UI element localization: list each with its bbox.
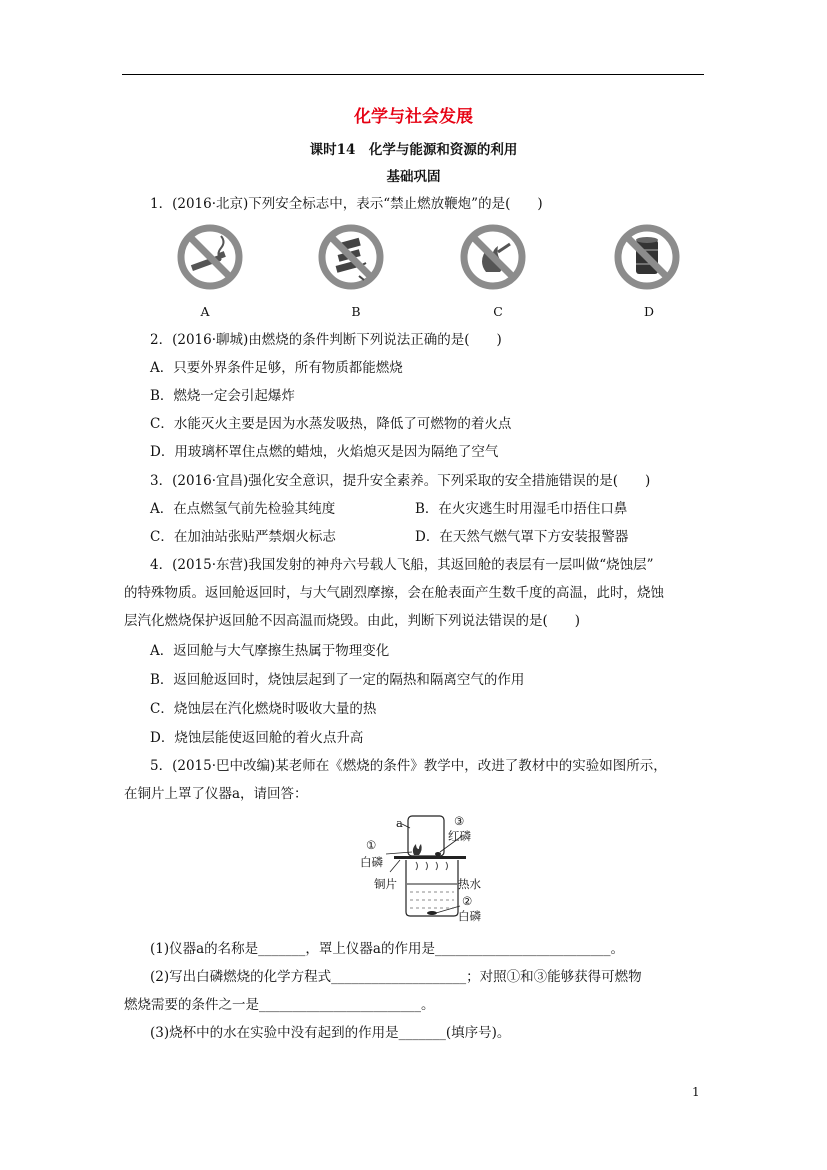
- header-rule: [122, 74, 704, 75]
- lesson-subtitle: 课时14 化学与能源和资源的利用: [309, 142, 518, 158]
- q5-stem-line-2: 在铜片上罩了仪器a，请回答：: [124, 786, 308, 802]
- q1-signs: [0, 222, 827, 322]
- q4-option-c: C．烧蚀层在汽化燃烧时吸收大量的热: [150, 701, 377, 717]
- sign-label-a: A: [200, 304, 210, 319]
- q2-option-b: B．燃烧一定会引起爆炸: [150, 388, 295, 404]
- q2-option-c: C．水能灭火主要是因为水蒸发吸热，降低了可燃物的着火点: [150, 416, 512, 432]
- q2-option-a: A．只要外界条件足够，所有物质都能燃烧: [150, 360, 403, 376]
- q4-option-a: A．返回舱与大气摩擦生热属于物理变化: [150, 643, 390, 659]
- q3-option-b: B．在火灾逃生时用湿毛巾捂住口鼻: [415, 501, 628, 517]
- figure-label-circle-3: ③: [454, 814, 465, 828]
- page-title: 化学与社会发展: [354, 107, 473, 127]
- q5-stem-line-1: 5．(2015·巴中改编)某老师在《燃烧的条件》教学中，改进了教材中的实验如图所示，: [150, 758, 667, 774]
- q2-option-d: D．用玻璃杯罩住点燃的蜡烛，火焰熄灭是因为隔绝了空气: [150, 444, 499, 460]
- q1-stem: 1．(2016·北京)下列安全标志中，表示“禁止燃放鞭炮”的是( ): [150, 196, 543, 212]
- q3-stem: 3．(2016·宜昌)强化安全意识，提升安全素养。下列采取的安全措施错误的是( ): [150, 473, 651, 489]
- q5-part-3: (3)烧杯中的水在实验中没有起到的作用是_______(填序号)。: [150, 1025, 511, 1041]
- no-flammables-icon: [612, 222, 682, 292]
- q4-stem-line-3: 层汽化燃烧保护返回舱不因高温而烧毁。由此，判断下列说法错误的是( ): [124, 613, 581, 629]
- q3-option-d: D．在天然气燃气罩下方安装报警器: [415, 529, 629, 545]
- figure-label-a: a: [396, 816, 403, 830]
- figure-label-red-phosphorus: 红磷: [448, 829, 471, 843]
- section-heading: 基础巩固: [386, 169, 441, 185]
- sign-label-b: B: [351, 304, 361, 319]
- q3-option-a: A．在点燃氢气前先检验其纯度: [150, 501, 336, 517]
- q3-option-c: C．在加油站张贴严禁烟火标志: [150, 529, 336, 545]
- figure-label-circle-2: ②: [462, 894, 473, 908]
- q5-part-1: (1)仪器a的名称是_______，罩上仪器a的作用是__________________________。: [150, 941, 624, 957]
- q5-part-2-line-2: 燃烧需要的条件之一是________________________。: [124, 997, 435, 1013]
- q2-stem: 2．(2016·聊城)由燃烧的条件判断下列说法正确的是( ): [150, 332, 502, 348]
- no-firecrackers-icon: [316, 222, 386, 292]
- no-smoking-icon: [175, 222, 245, 292]
- figure-label-circle-1: ①: [366, 838, 377, 852]
- figure-label-hot-water: 热水: [458, 877, 481, 891]
- sign-label-c: C: [493, 304, 503, 319]
- sign-label-d: D: [643, 304, 655, 319]
- page-number: 1: [692, 1085, 700, 1099]
- q5-part-2-line-1: (2)写出白磷燃烧的化学方程式____________________；对照①和③能够获得可燃物: [150, 969, 642, 985]
- figure-label-white-phosphorus: 白磷: [360, 855, 383, 869]
- no-open-flame-icon: [458, 222, 528, 292]
- experiment-figure: [362, 814, 494, 926]
- figure-label-white-phosphorus-2: 白磷: [458, 909, 481, 923]
- q4-option-d: D．烧蚀层能使返回舱的着火点升高: [150, 730, 364, 746]
- figure-label-copper-plate: 铜片: [374, 877, 397, 891]
- q4-option-b: B．返回舱返回时，烧蚀层起到了一定的隔热和隔离空气的作用: [150, 672, 525, 688]
- q4-stem-line-2: 的特殊物质。返回舱返回时，与大气剧烈摩擦，会在舱表面产生数千度的高温，此时，烧蚀: [124, 585, 664, 601]
- q4-stem-line-1: 4．(2015·东营)我国发射的神舟六号载人飞船，其返回舱的表层有一层叫做“烧蚀层”: [150, 557, 654, 573]
